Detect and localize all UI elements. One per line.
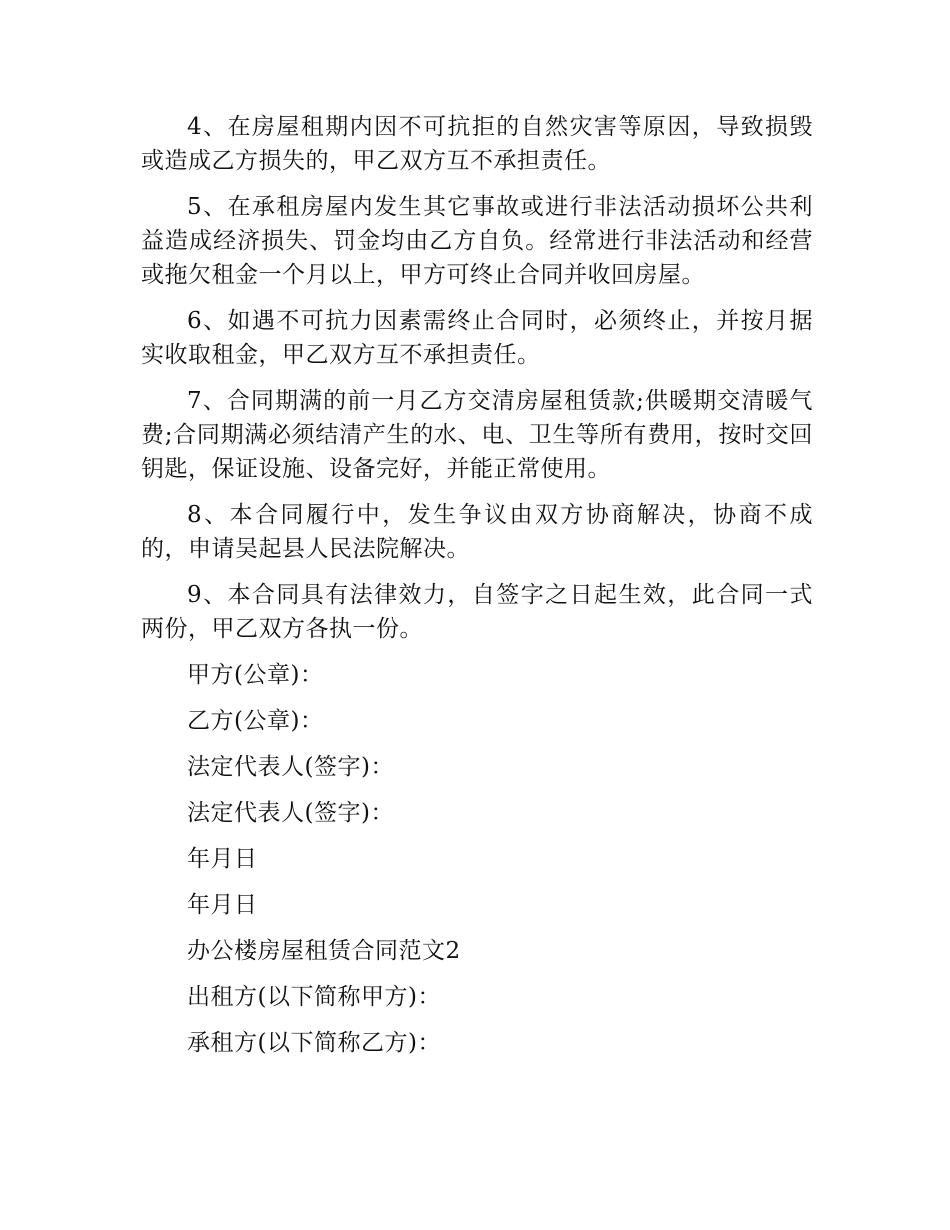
lessor-line: 出租方(以下简称甲方)： bbox=[187, 984, 441, 1010]
clause-4-paragraph: 4、在房屋租期内因不可抗拒的自然灾害等原因，导致损毁或造成乙方损失的，甲乙双方互不承担责任。 bbox=[141, 114, 813, 174]
legal-representative-signature-line: 法定代表人(签字)： bbox=[187, 800, 394, 826]
date-line: 年月日 bbox=[187, 892, 258, 918]
party-b-seal-line: 乙方(公章)： bbox=[187, 708, 324, 734]
clause-8-paragraph: 8、本合同履行中，发生争议由双方协商解决，协商不成的，申请吴起县人民法院解决。 bbox=[141, 502, 813, 562]
clause-7-paragraph: 7、合同期满的前一月乙方交清房屋租赁款;供暖期交清暖气费;合同期满必须结清产生的水、电、卫生等所有费用，按时交回钥匙，保证设施、设备完好，并能正常使用。 bbox=[141, 388, 813, 482]
legal-representative-signature-line: 法定代表人(签字)： bbox=[187, 754, 394, 780]
section-title: 办公楼房屋租赁合同范文2 bbox=[187, 938, 461, 964]
lessee-line: 承租方(以下简称乙方)： bbox=[187, 1030, 441, 1056]
clause-6-paragraph: 6、如遇不可抗力因素需终止合同时，必须终止，并按月据实收取租金，甲乙双方互不承担责任。 bbox=[141, 308, 813, 368]
document-body bbox=[141, 110, 813, 1072]
clause-9-paragraph: 9、本合同具有法律效力，自签字之日起生效，此合同一式两份，甲乙双方各执一份。 bbox=[141, 582, 813, 642]
date-line: 年月日 bbox=[187, 846, 258, 872]
party-a-seal-line: 甲方(公章)： bbox=[187, 662, 324, 688]
clause-5-paragraph: 5、在承租房屋内发生其它事故或进行非法活动损坏公共利益造成经济损失、罚金均由乙方自负。经常进行非法活动和经营或拖欠租金一个月以上，甲方可终止合同并收回房屋。 bbox=[141, 194, 813, 288]
